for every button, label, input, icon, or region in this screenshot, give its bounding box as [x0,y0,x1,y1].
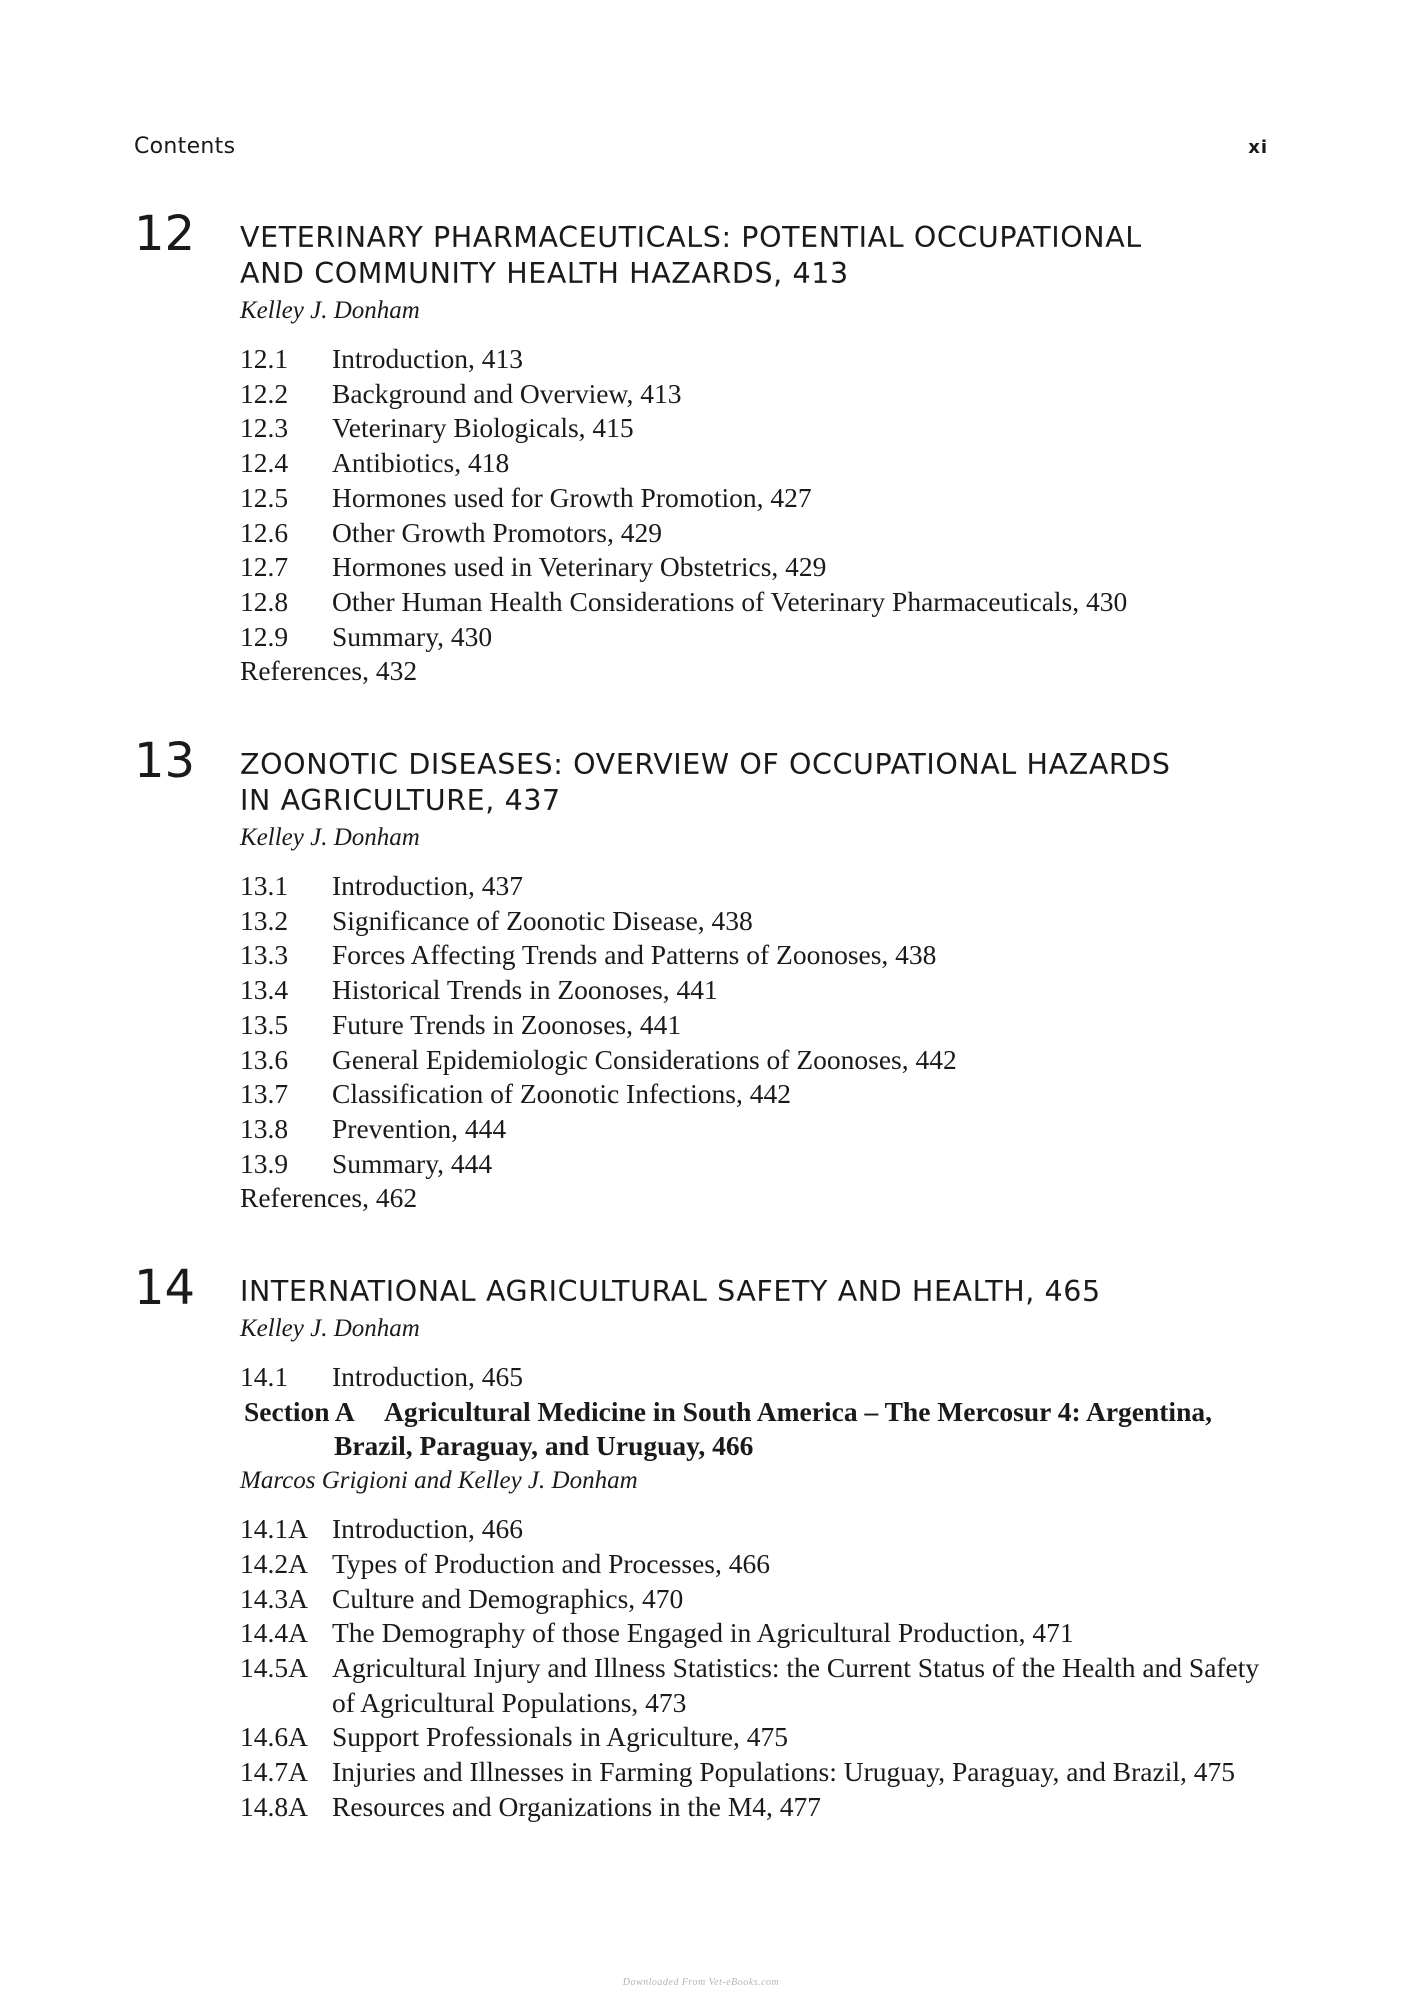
toc-entry[interactable] [240,342,1284,377]
entry-title: Veterinary Biologicals, 415 [332,412,634,444]
entry-title: General Epidemiologic Considerations of Zoonoses, 442 [332,1043,957,1075]
section-title-line: Agricultural Medicine in South America – The Mercosur 4: Argentina, [384,1395,1212,1427]
entry-number: 14.4A [240,1617,308,1649]
running-head-title: Contents [134,134,236,159]
entry-list [240,1512,1284,1824]
entry-number: 14.2A [240,1547,308,1579]
section-title-line: Brazil, Paraguay, and Uruguay, 466 [334,1430,754,1462]
toc-entry[interactable] [240,1720,1284,1755]
toc-entry[interactable] [240,1147,1284,1182]
chapter-title-line: INTERNATIONAL AGRICULTURAL SAFETY AND HEALTH, 465 [240,1275,1101,1308]
section-heading[interactable] [244,1395,1284,1464]
entry-title: Other Growth Promotors, 429 [332,516,662,548]
page-number: xi [1248,137,1268,158]
entry-title: Introduction, 466 [332,1513,523,1545]
entry-number: 14.6A [240,1721,308,1753]
entry-title: Historical Trends in Zoonoses, 441 [332,974,718,1006]
toc-entry[interactable] [240,1790,1284,1825]
toc-entry[interactable] [240,620,1284,655]
toc-entry[interactable] [240,1008,1284,1043]
chapter-number: 14 [134,1260,196,1316]
toc-entry[interactable] [240,516,1284,551]
chapter-number: 12 [134,206,196,262]
entry-number: 14.1 [240,1361,289,1392]
toc-entry[interactable] [240,869,1284,904]
chapter-author: Kelley J. Donham [240,1315,420,1342]
toc-entry[interactable] [240,1512,1284,1547]
entry-number: 14.7A [240,1756,308,1788]
chapter-author: Kelley J. Donham [240,297,420,324]
entry-title: Injuries and Illnesses in Farming Populations: Uruguay, Paraguay, and Brazil, 475 [332,1756,1236,1788]
chapter-14 [134,1260,1284,1824]
references-entry[interactable]: References, 432 [240,655,418,687]
entry-number: 13.5 [240,1008,289,1040]
toc-entry[interactable] [240,585,1284,620]
toc-entry[interactable] [240,1582,1284,1617]
entry-number: 14.5A [240,1651,308,1683]
toc-entry[interactable] [240,1755,1284,1790]
toc-entry[interactable] [240,904,1284,939]
entry-title: Types of Production and Processes, 466 [332,1547,771,1579]
entry-title: Hormones used for Growth Promotion, 427 [332,481,812,513]
toc-entry[interactable] [240,481,1284,516]
entry-title: Resources and Organizations in the M4, 477 [332,1790,822,1822]
chapter-number: 13 [134,733,196,789]
toc-entry[interactable] [240,938,1284,973]
entry-title: Summary, 430 [332,620,493,652]
entry-number: 12.4 [240,447,289,479]
chapter-title-line: VETERINARY PHARMACEUTICALS: POTENTIAL OCCUPATIONAL [240,221,1142,254]
chapter-12 [134,206,1284,689]
entry-list [240,342,1284,654]
toc-entry[interactable] [240,1043,1284,1078]
section-author: Marcos Grigioni and Kelley J. Donham [240,1467,638,1495]
toc-entry[interactable] [240,550,1284,585]
entry-title: Culture and Demographics, 470 [332,1582,684,1614]
section-title [334,1395,1284,1464]
toc-entry[interactable] [240,1616,1284,1651]
toc-entry[interactable] [240,1112,1284,1147]
entry-number: 14.3A [240,1582,308,1614]
references-entry[interactable]: References, 462 [240,1182,418,1214]
entry-number: 13.6 [240,1043,289,1075]
entry-title: Hormones used in Veterinary Obstetrics, 429 [332,551,827,583]
entry-number: 12.2 [240,377,289,409]
chapter-13 [134,733,1284,1216]
entry-title: Background and Overview, 413 [332,377,682,409]
entry-number: 13.9 [240,1147,289,1179]
toc-entry[interactable] [240,1651,1284,1720]
entry-title: Significance of Zoonotic Disease, 438 [332,904,753,936]
entry-title: Introduction, 465 [332,1361,523,1392]
entry-title: Classification of Zoonotic Infections, 442 [332,1078,792,1110]
entry-number: 13.8 [240,1112,289,1144]
entry-number: 12.7 [240,551,289,583]
entry-number: 13.1 [240,870,289,901]
entry-number: 12.1 [240,343,289,374]
entry-list [240,1360,1284,1395]
entry-number: 13.4 [240,974,289,1006]
entry-number: 13.7 [240,1078,289,1110]
toc-entry[interactable] [240,1077,1284,1112]
toc-entry[interactable] [240,1547,1284,1582]
entry-number: 12.9 [240,620,289,652]
entry-title: Introduction, 437 [332,870,523,901]
entry-title: Summary, 444 [332,1147,493,1179]
chapter-title[interactable] [240,220,1284,292]
entry-title: The Demography of those Engaged in Agricultural Production, 471 [332,1617,1074,1649]
section-label: Section A [244,1395,355,1427]
chapter-title[interactable] [240,747,1284,819]
chapter-title-line: ZOONOTIC DISEASES: OVERVIEW OF OCCUPATIONAL HAZARDS [240,748,1171,781]
toc-entry[interactable] [240,446,1284,481]
download-watermark: Downloaded From Vet-eBooks.com [622,1977,780,1988]
entry-number: 13.3 [240,939,289,971]
entry-title: Other Human Health Considerations of Veterinary Pharmaceuticals, 430 [332,585,1128,617]
entry-number: 14.8A [240,1790,308,1822]
entry-number: 12.3 [240,412,289,444]
toc-entry[interactable] [240,411,1284,446]
entry-list [240,869,1284,1181]
chapter-title[interactable] [240,1274,1284,1310]
toc-entry[interactable] [240,1360,1284,1395]
running-head [134,134,1268,159]
entry-number: 12.6 [240,516,289,548]
entry-title: Prevention, 444 [332,1112,507,1144]
toc-entry[interactable] [240,377,1284,412]
entry-title: Antibiotics, 418 [332,447,510,479]
entry-number: 12.5 [240,481,289,513]
chapter-title-line: IN AGRICULTURE, 437 [240,784,561,817]
entry-number: 13.2 [240,904,289,936]
entry-number: 14.1A [240,1513,308,1545]
toc-entry[interactable] [240,973,1284,1008]
entry-title: Future Trends in Zoonoses, 441 [332,1008,682,1040]
entry-title: Forces Affecting Trends and Patterns of Zoonoses, 438 [332,939,937,971]
entry-title: Introduction, 413 [332,343,523,374]
chapter-author: Kelley J. Donham [240,824,420,851]
entry-number: 12.8 [240,585,289,617]
entry-title: Support Professionals in Agriculture, 475 [332,1721,789,1753]
entry-title: Agricultural Injury and Illness Statistics: the Current Status of the Health and Safety of Agricultural Populations, 473 [332,1651,1260,1718]
chapter-title-line: AND COMMUNITY HEALTH HAZARDS, 413 [240,257,849,290]
